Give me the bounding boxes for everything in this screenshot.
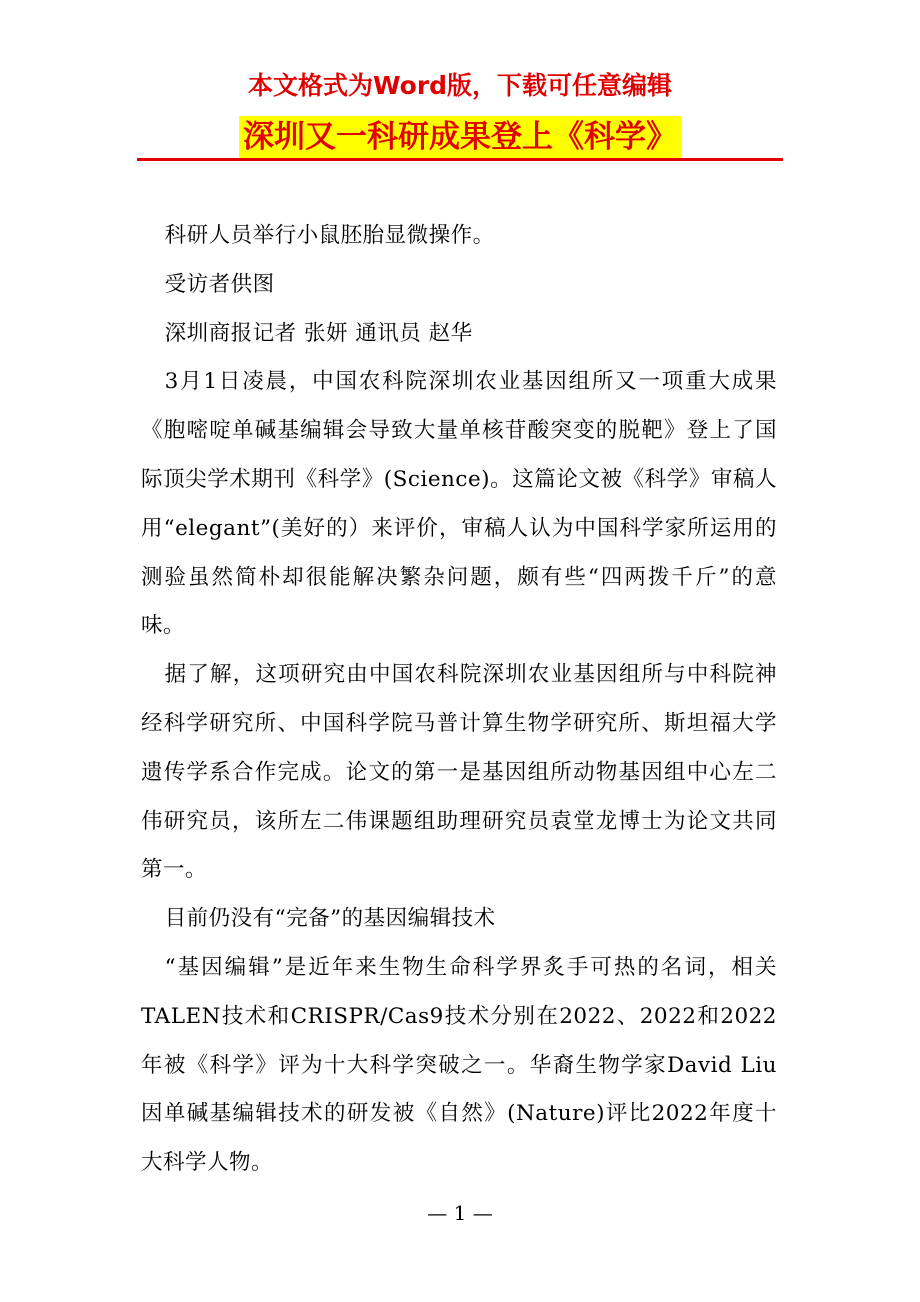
photo-credit: 受访者供图 <box>164 271 275 297</box>
article-paragraph: 据了解，这项研究由中国农科院深圳农业基因组所与中科院神经科学研究所、中国科学院马普计算生物学研究所、斯坦福大学遗传学系合作完成。论文的第一是基因组所动物基因组中心左二伟研究员，该所左二伟课题组助理研究员袁堂龙博士为论文共同第一。 <box>141 662 777 883</box>
byline: 深圳商报记者 张妍 通讯员 赵华 <box>164 320 473 346</box>
title-container <box>0 116 920 158</box>
photo-caption: 科研人员举行小鼠胚胎显微操作。 <box>164 223 495 248</box>
article-paragraph: “基因编辑”是近年来生物生命科学界炙手可热的名词，相关TALEN技术和CRISPR/Cas9技术分别在2022、2022和2022年被《科学》评为十大科学突破之一。华裔生物学家David Liu因单碱基编辑技术的研发被《自然》(Nature)评比2022年度十大科学人物。 <box>141 954 777 1176</box>
page-number: — 1 — <box>427 1201 493 1225</box>
section-heading: 目前仍没有“完备”的基因编辑技术 <box>164 906 496 932</box>
document-title: 深圳又一科研成果登上《科学》 <box>239 116 681 158</box>
format-notice-banner: 本文格式为Word版，下载可任意编辑 <box>247 71 673 100</box>
article-body <box>141 212 777 1188</box>
article-paragraph: 3月1日凌晨，中国农科院深圳农业基因组所又一项重大成果《胞嘧啶单碱基编辑会导致大量单核苷酸突变的脱靶》登上了国际顶尖学术期刊《科学》(Science)。这篇论文被《科学》审稿人用“elegant”(美好的）来评价，审稿人认为中国科学家所运用的测验虽然简朴却很能解决繁杂问题，颇有些“四两拨千斤”的意味。 <box>141 369 777 639</box>
title-divider <box>137 158 783 161</box>
